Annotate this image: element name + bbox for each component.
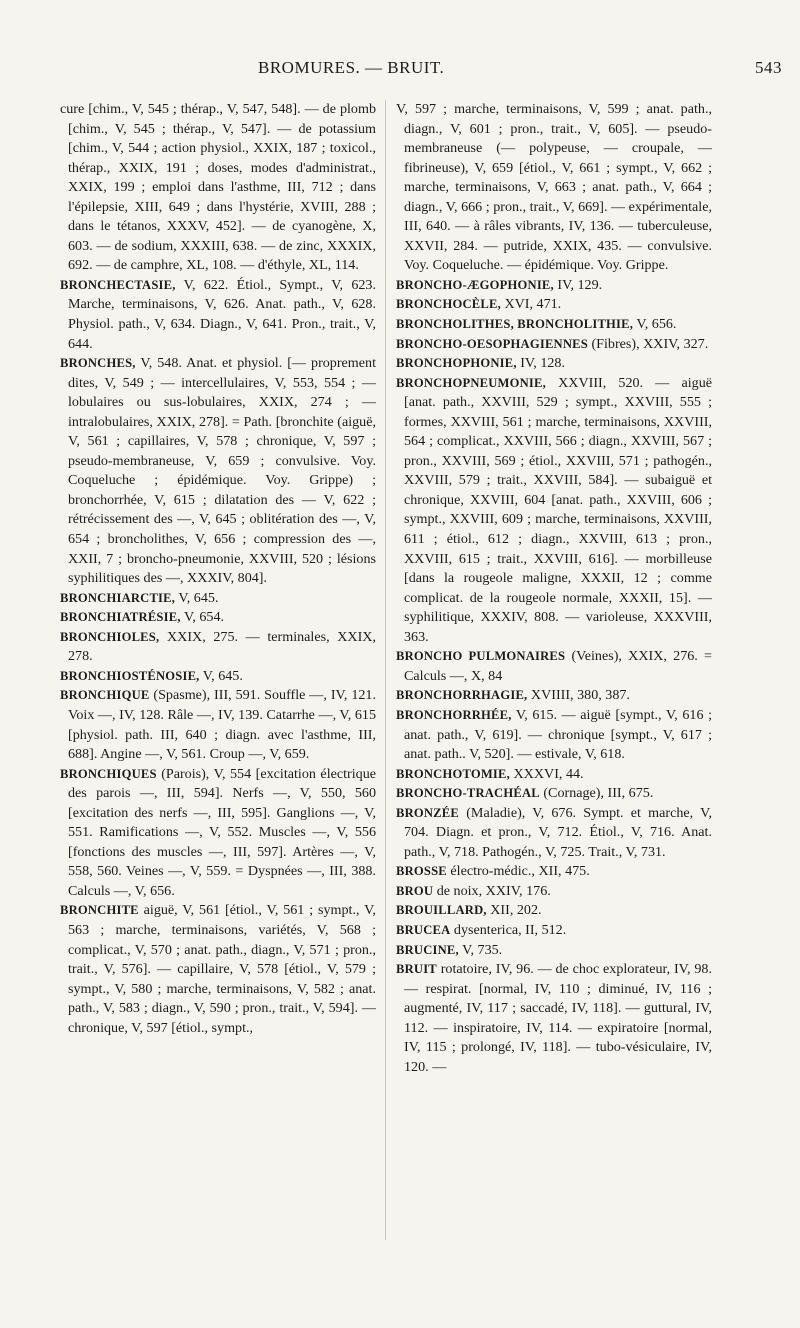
entry-headword: BRONCHOPHONIE,: [396, 356, 517, 371]
index-entry: [396, 862, 712, 882]
index-entry: [60, 589, 376, 609]
index-entry: [60, 276, 376, 354]
page-number: 543: [755, 58, 782, 77]
index-entry: [396, 941, 712, 961]
index-entry: [60, 901, 376, 1038]
running-title: BROMURES. — BRUIT.: [258, 58, 445, 77]
entry-headword: BRONCHO-TRACHÉAL: [396, 786, 540, 801]
entry-headword: BRONZÉE: [396, 805, 459, 820]
entry-headword: BRONCHOCÈLE,: [396, 297, 501, 312]
index-entry: [396, 882, 712, 902]
entry-headword: BRUCINE,: [396, 942, 459, 957]
index-entry: [60, 686, 376, 764]
entry-headword: BRONCHOLITHES, BRONCHOLITHIE,: [396, 317, 634, 332]
entry-text: (Fibres), XXIV, 327.: [587, 335, 709, 352]
index-entry: [396, 901, 712, 921]
entry-headword: BRONCHECTASIE,: [60, 277, 176, 292]
entry-text: V, 654.: [180, 609, 225, 626]
entry-text: IV, 129.: [553, 276, 603, 293]
entry-text: V, 615. — aiguë [sympt., V, 616 ; anat. path., V, 619]. — chronique [sympt., V, 617 ; anat. path.. V, 520]. — estivale, V, 618.: [404, 706, 712, 763]
entry-headword: BROUILLARD,: [396, 903, 487, 918]
entry-text: rotatoire, IV, 96. — de choc explorateur, IV, 98. — respirat. [normal, IV, 110 ; diminué, IV, 116 ; augmenté, IV, 117 ; saccadé, IV, 118]. — guttural, IV, 112. — inspiratoire, IV, 114. — expiratoire [normal, IV, 115 ; prolongé, IV, 118]. — tubo-vésiculaire, IV, 120. —: [404, 961, 712, 1075]
entry-text: (Veines), XXIX, 276. = Calculs —, X, 84: [404, 648, 712, 684]
entry-text: (Cornage), III, 675.: [539, 785, 654, 802]
entry-text: V, 735.: [458, 941, 503, 958]
entry-headword: BRONCHORRHÉE,: [396, 707, 512, 722]
entry-headword: BRONCHOTOMIE,: [396, 766, 510, 781]
entry-headword: BRONCHO PULMONAIRES: [396, 649, 566, 664]
entry-text: XXIX, 275. — terminales, XXIX, 278.: [68, 628, 376, 665]
entry-headword: BRONCHIOLES,: [60, 629, 160, 644]
index-entry: [396, 706, 712, 765]
index-entry: [396, 921, 712, 941]
entry-text: V, 656.: [633, 316, 677, 333]
entry-text: V, 645.: [199, 667, 243, 684]
entry-headword: BRONCHO-ÆGOPHONIE,: [396, 277, 554, 292]
entry-text: XVIIII, 380, 387.: [527, 687, 630, 704]
running-header: [40, 58, 782, 84]
index-entry: [396, 295, 712, 315]
index-entry: [396, 354, 712, 374]
columns: [40, 100, 786, 1316]
entry-headword: BRONCHO-OESOPHAGIENNES: [396, 336, 588, 351]
index-entry: [60, 628, 376, 667]
index-entry: [396, 100, 712, 276]
entry-text: V, 622. Étiol., Sympt., V, 623. Marche, terminaisons, V, 626. Anat. path., V, 628. Physiol. path., V, 634. Diagn., V, 641. Pron., trait., V, 644.: [68, 276, 376, 352]
entry-text: électro-médic., XII, 475.: [446, 863, 590, 880]
entry-text: XXXVI, 44.: [509, 765, 584, 782]
entry-text: (Parois), V, 554 [excitation électrique des parois —, III, 594]. Nerfs —, V, 550, 560 [excitation des nerfs —, III, 595]. Ganglions —, V, 551. Ramifications —, V, 552. Muscles —, V, 556 [fonctions des muscles —, III, 597]. Artères —, V, 558, 560. Veines —, V, 559. = Dyspnées —, III, 388. Calculs —, V, 656.: [68, 765, 376, 899]
index-entry: [396, 804, 712, 863]
entry-headword: BRONCHIQUES: [60, 766, 157, 781]
entry-text: V, 645.: [175, 589, 219, 606]
entry-headword: BRONCHES,: [60, 356, 136, 371]
index-entry: [396, 335, 712, 355]
index-entry: [60, 608, 376, 628]
entry-text: V, 597 ; marche, terminaisons, V, 599 ; anat. path., diagn., V, 601 ; pron., trait., V, 605]. — pseudo-membraneuse (— polypeuse, — croupale, — fibrineuse), V, 659 [étiol., V, 661 ; sympt., V, 662 ; marche, terminaisons, V, 663 ; anat. path., V, 664 ; diagn., V, 666 ; pron., trait., V, 669]. — expérimentale, III, 640. — à râles vibrants, IV, 136. — tuberculeuse, XXVII, 284. — putride, XXIX, 435. — convulsive. Voy. Coqueluche. — épidémique. Voy. Grippe.: [396, 101, 712, 274]
index-entry: [60, 667, 376, 687]
index-entry: [396, 276, 712, 296]
index-entry: [396, 960, 712, 1077]
index-entry: [396, 315, 712, 335]
entry-headword: BRONCHIOSTÉNOSIE,: [60, 668, 200, 683]
index-entry: [396, 686, 712, 706]
entry-text: (Maladie), V, 676. Sympt. et marche, V, 704. Diagn. et pron., V, 712. Étiol., V, 716. Anat. path., V, 718. Pathogén., V, 725. Trait., V, 731.: [404, 804, 712, 860]
entry-headword: BRUCEA: [396, 922, 451, 937]
entry-headword: BRONCHOPNEUMONIE,: [396, 375, 546, 390]
entry-headword: BRONCHORRHAGIE,: [396, 688, 528, 703]
index-entry: [396, 374, 712, 648]
right-column: [396, 100, 712, 1077]
entry-text: de noix, XXIV, 176.: [433, 882, 551, 899]
index-entry: [396, 647, 712, 686]
entry-headword: BROSSE: [396, 864, 447, 879]
entry-headword: BRONCHIATRÉSIE,: [60, 610, 181, 625]
entry-headword: BRONCHIARCTIE,: [60, 590, 176, 605]
entry-headword: BRONCHIQUE: [60, 688, 150, 703]
entry-text: XII, 202.: [486, 902, 542, 919]
entry-text: dysenterica, II, 512.: [450, 921, 567, 938]
entry-text: V, 548. Anat. et physiol. [— proprement dites, V, 549 ; — intercellulaires, V, 553, 554 ; — lobulaires ou sus-lobulaires, XXIX, 274 ; — intralobulaires, XXIX, 278]. = Path. [bronchite (aiguë, V, 561 ; capillaires, V, 578 ; chronique, V, 597 ; pseudo-membraneuse, V, 659 ; convulsive. Voy. Coqueluche ; épidémique. Voy. Grippe) ; bronchorrhée, V, 615 ; dilatation des — V, 622 ; rétrécissement des —, V, 645 ; oblitération des —, V, 654 ; broncholithes, V, 656 ; compression des —, XXII, 7 ; broncho-pneumonie, XXVIII, 520 ; lésions syphilitiques des —, XXXIV, 804].: [68, 355, 376, 587]
entry-headword: BRUIT: [396, 962, 437, 977]
entry-text: cure [chim., V, 545 ; thérap., V, 547, 548]. — de plomb [chim., V, 545 ; thérap., V, 547]. — de potassium [chim., V, 544 ; action physiol., XXIX, 187 ; toxicol., thérap., XXIX, 191 ; doses, modes d'administrat., XXIX, 199 ; emploi dans l'asthme, III, 712 ; dans l'épilepsie, XIII, 649 ; dans l'hystérie, XVIII, 288 ; dans le tétanos, XXXV, 452]. — de cyanogène, X, 603. — de sodium, XXXIII, 638. — de zinc, XXXIX, 692. — de camphre, XL, 108. — d'éthyle, XL, 114.: [60, 101, 376, 274]
entry-text: (Spasme), III, 591. Souffle —, IV, 121. Voix —, IV, 128. Râle —, IV, 139. Catarrhe —, V, 615 [physiol. path. III, 640 ; diagn. avec l'asthme, III, 688]. Angine —, V, 561. Croup —, V, 659.: [68, 687, 376, 763]
entry-text: XVI, 471.: [500, 296, 562, 313]
index-entry: [60, 765, 376, 902]
entry-headword: BROU: [396, 883, 434, 898]
entry-text: IV, 128.: [516, 355, 565, 372]
entry-text: XXVIII, 520. — aiguë [anat. path., XXVIII, 529 ; sympt., XXVIII, 555 ; formes, XXVIII, 561 ; marche, terminaisons, XXVIII, 564 ; complicat., XXVIII, 566 ; diagn., XXVIII, 567 ; pron., XXVIII, 569 ; étiol., XXVIII, 571 ; pathogén., XXVIII, 579 ; trait., XXVIII, 584]. — subaiguë et chronique, XXVIII, 604 [anat. path., XXVIII, 606 ; sympt., XXVIII, 609 ; marche, terminaisons, XXVIII, 611 ; étiol., 612 ; diagn., XXVIII, 613 ; pron., XXVIII, 615 ; trait., XXVIII, 616]. — morbilleuse [dans la rougeole maligne, XXXII, 12 ; comme complicat. de la rougeole normale, XXXII, 15]. — syphilitique, XXXIV, 808. — varioleuse, XXXVIII, 363.: [404, 374, 712, 645]
index-entry: [396, 784, 712, 804]
entry-text: aiguë, V, 561 [étiol., V, 561 ; sympt., V, 563 ; marche, terminaisons, variétés, V, 568 ; complicat., V, 570 ; anat. path., diagn., V, 571 ; pron., trait., V, 576]. — capillaire, V, 578 [étiol., V, 579 ; sympt., V, 580 ; marche, terminaisons, V, 582 ; anat. path., V, 583 ; diagn., V, 590 ; pron., trait., V, 594]. — chronique, V, 597 [étiol., sympt.,: [68, 902, 376, 1036]
index-entry: [60, 354, 376, 589]
index-entry: [60, 100, 376, 276]
left-column: [60, 100, 376, 1038]
index-entry: [396, 765, 712, 785]
entry-headword: BRONCHITE: [60, 903, 139, 918]
